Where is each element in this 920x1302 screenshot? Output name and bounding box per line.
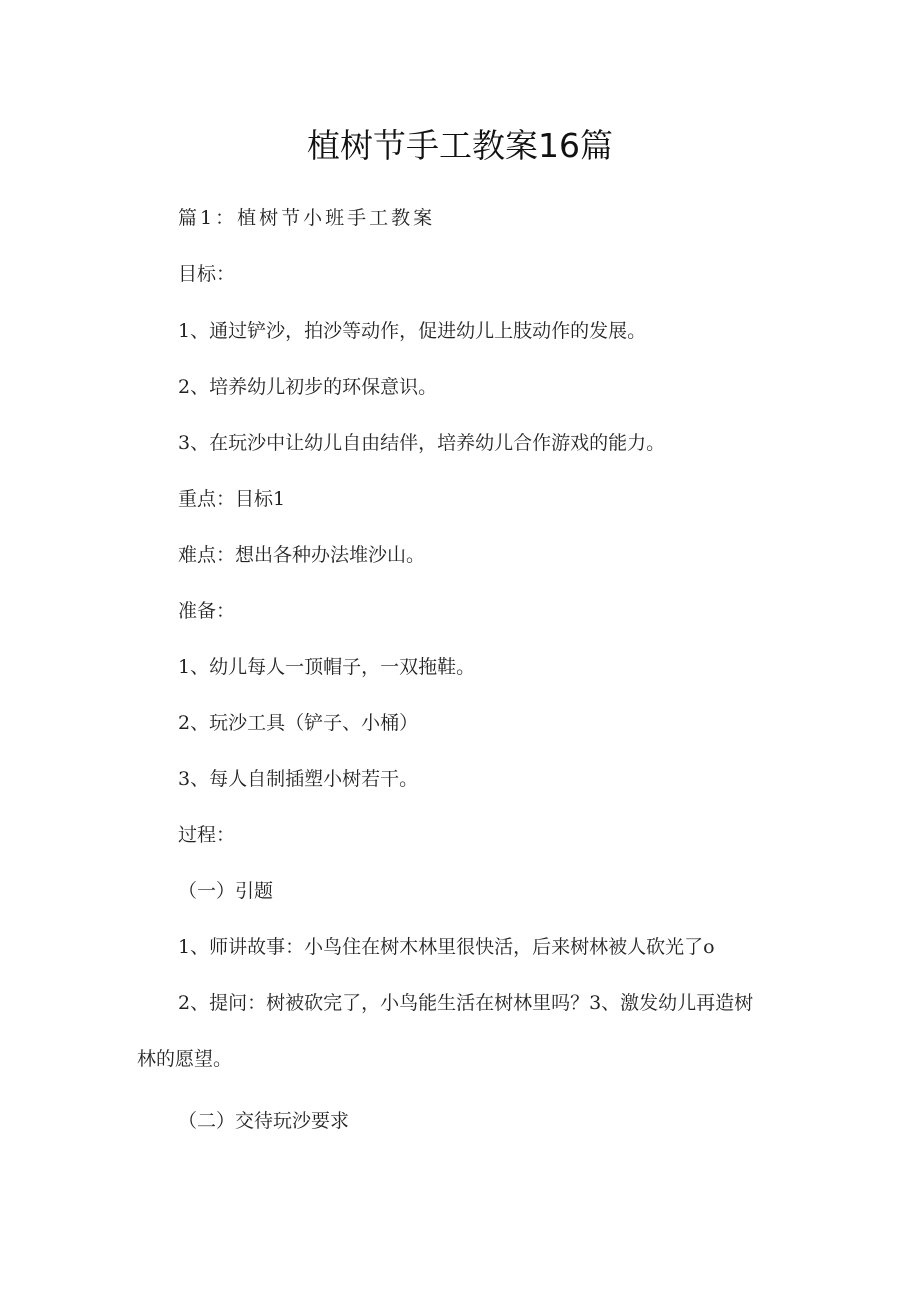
document-title: 植树节手工教案16篇 xyxy=(307,126,613,165)
paragraph-goal-label: 目标： xyxy=(178,263,236,285)
paragraph-goal-1: 1、通过铲沙，拍沙等动作，促进幼儿上肢动作的发展。 xyxy=(178,320,647,342)
paragraph-prep-1: 1、幼儿每人一顶帽子，一双拖鞋。 xyxy=(178,656,476,678)
paragraph-process-label: 过程： xyxy=(178,824,236,846)
paragraph-prep-label: 准备： xyxy=(178,600,236,622)
paragraph-story: 1、师讲故事：小鸟住在树木林里很快活，后来树林被人砍光了o xyxy=(178,936,715,958)
paragraph-difficulty: 难点：想出各种办法堆沙山。 xyxy=(178,544,426,566)
paragraph-key-point: 重点：目标1 xyxy=(178,488,286,510)
paragraph-prep-2: 2、玩沙工具（铲子、小桶） xyxy=(178,712,419,734)
paragraph-goal-2: 2、培养幼儿初步的环保意识。 xyxy=(178,376,438,398)
paragraph-question-continued: 林的愿望。 xyxy=(137,1048,233,1070)
paragraph-prep-3: 3、每人自制插塑小树若干。 xyxy=(178,768,419,790)
paragraph-question: 2、提问：树被砍完了，小鸟能生活在树林里吗？3、激发幼儿再造树 xyxy=(178,992,754,1014)
paragraph-intro: （一）引题 xyxy=(178,880,274,902)
paragraph-rules: （二）交待玩沙要求 xyxy=(178,1110,350,1132)
paragraph-goal-3: 3、在玩沙中让幼儿自由结伴，培养幼儿合作游戏的能力。 xyxy=(178,432,666,454)
section-heading: 篇1：植树节小班手工教案 xyxy=(178,207,436,229)
